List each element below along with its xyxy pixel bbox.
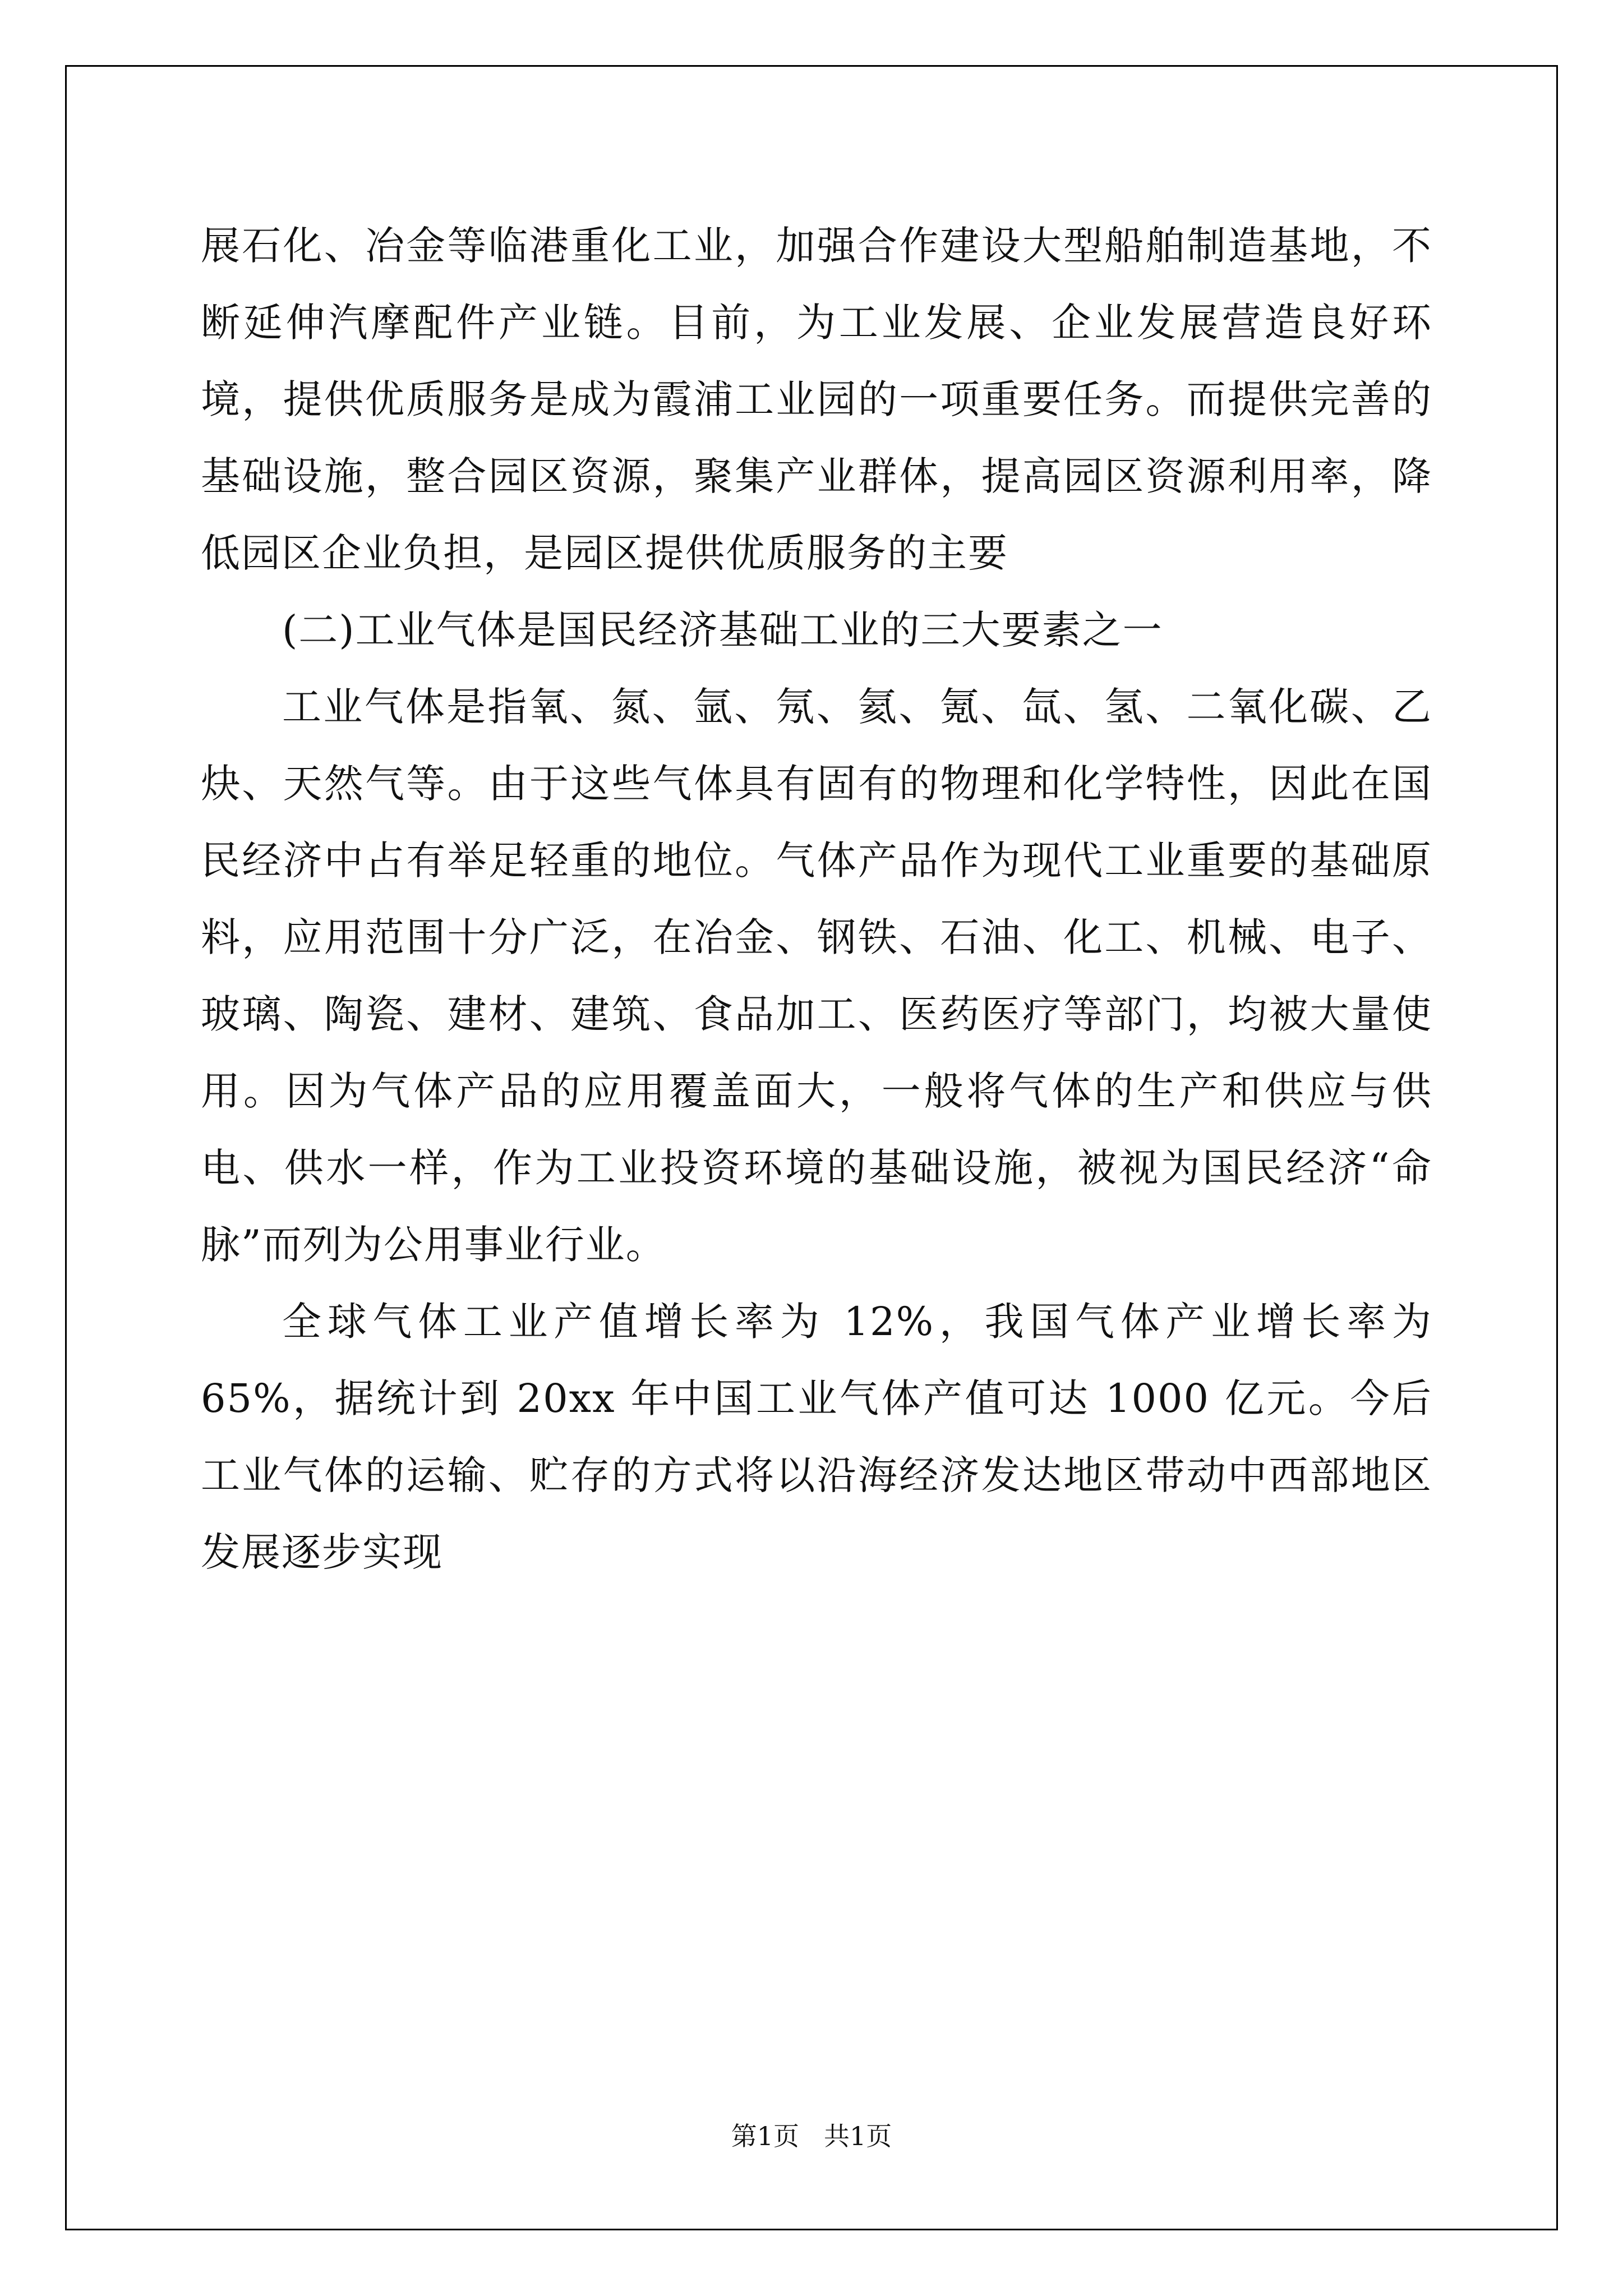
paragraph-growth-rate: 全球气体工业产值增长率为 12%，我国气体产业增长率为 65%，据统计到 20xx 年中国工业气体产值可达 1000 亿元。今后工业气体的运输、贮存的方式将以沿海经济发达地区带动中西部地区发展逐步实现 bbox=[201, 1299, 1432, 1575]
page-footer bbox=[0, 2119, 1623, 2153]
page-number-total: 共1页 bbox=[824, 2121, 892, 2151]
document-body bbox=[201, 208, 1432, 1591]
paragraph-industrial-gases: 工业气体是指氧、氮、氩、氖、氦、氪、氙、氢、二氧化碳、乙炔、天然气等。由于这些气体具有固有的物理和化学特性，因此在国民经济中占有举足轻重的地位。气体产品作为现代工业重要的基础原料，应用范围十分广泛，在冶金、钢铁、石油、化工、机械、电子、玻璃、陶瓷、建材、建筑、食品加工、医药医疗等部门，均被大量使用。因为气体产品的应用覆盖面大，一般将气体的生产和供应与供电、供水一样，作为工业投资环境的基础设施，被视为国民经济“命脉”而列为公用事业行业。 bbox=[201, 684, 1432, 1268]
page-number-current: 第1页 bbox=[731, 2121, 799, 2151]
section-heading: (二)工业气体是国民经济基础工业的三大要素之一 bbox=[282, 607, 1163, 653]
paragraph-continuation: 展石化、冶金等临港重化工业，加强合作建设大型船舶制造基地，不断延伸汽摩配件产业链。目前，为工业发展、企业发展营造良好环境，提供优质服务是成为霞浦工业园的一项重要任务。而提供完善的基础设施，整合园区资源，聚集产业群体，提高园区资源利用率，降低园区企业负担，是园区提供优质服务的主要 bbox=[201, 223, 1432, 576]
